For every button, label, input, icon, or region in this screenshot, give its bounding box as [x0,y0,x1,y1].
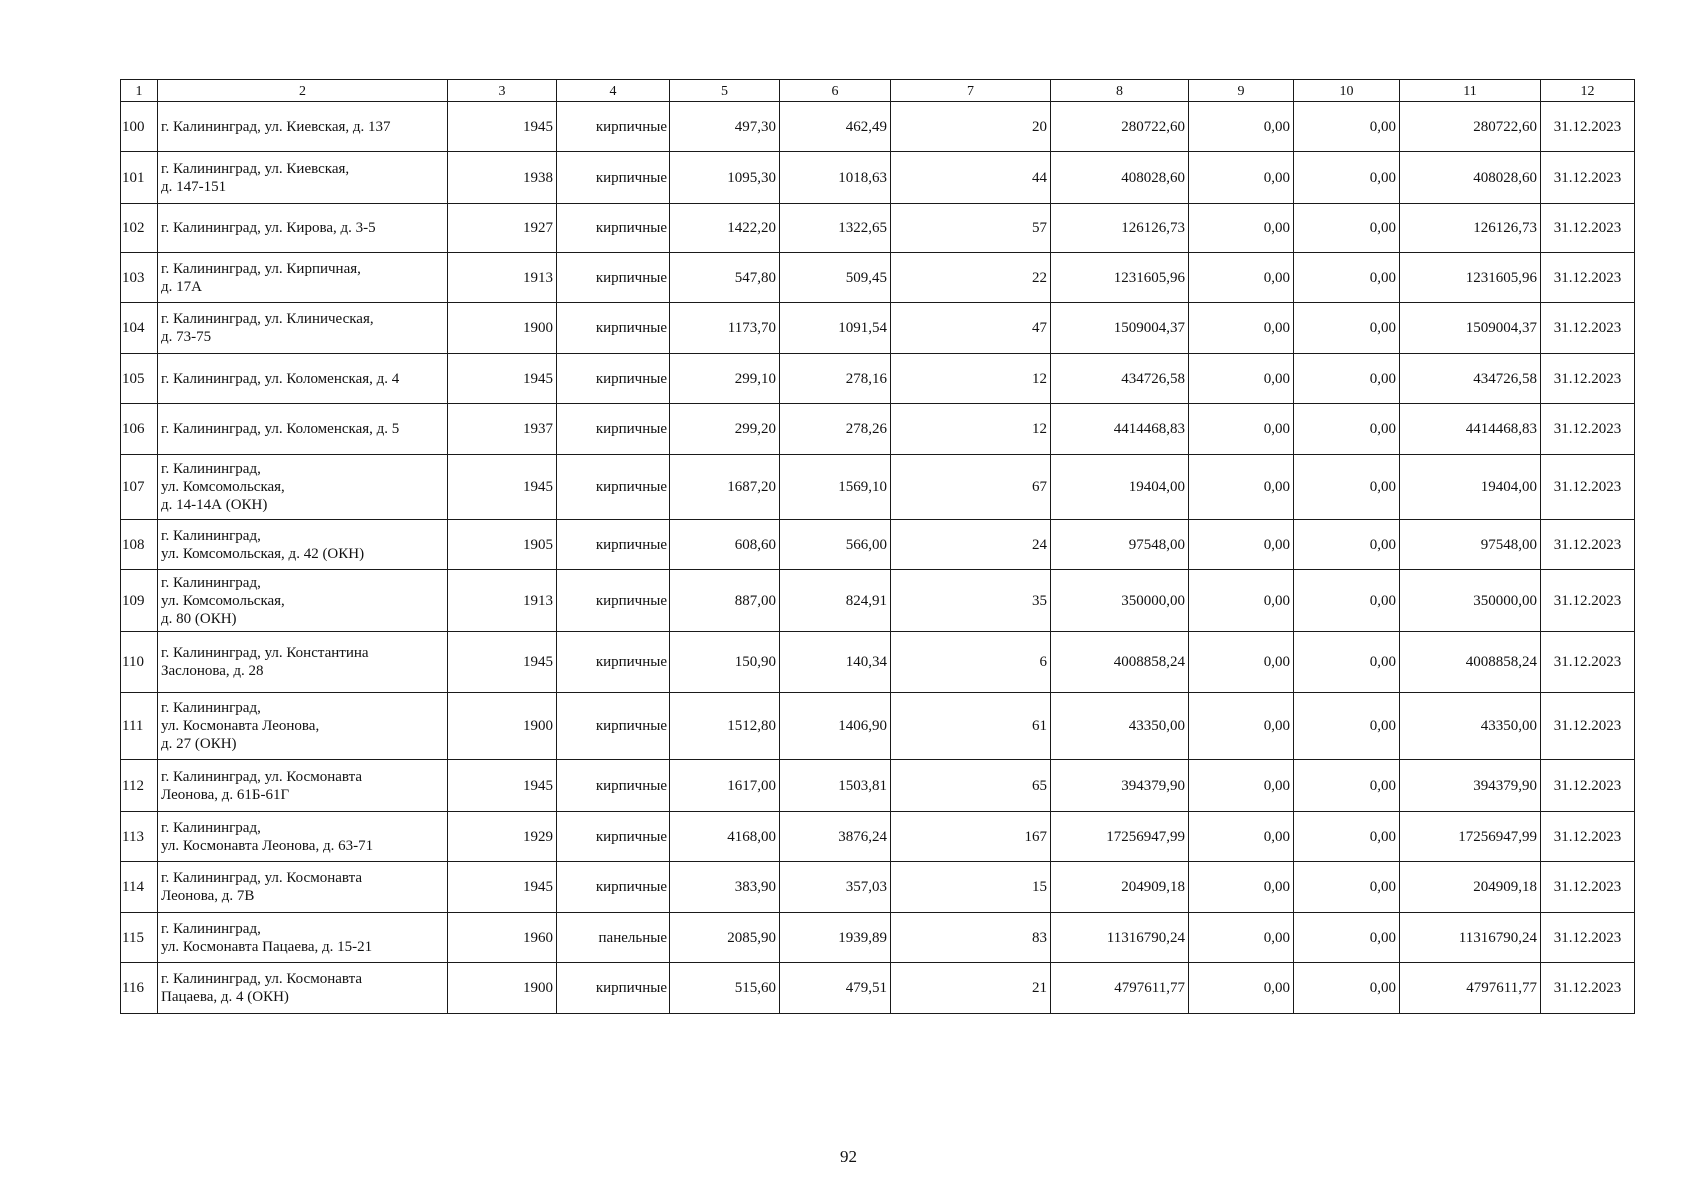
column-5-cell: 1617,00 [670,760,780,812]
column-5-cell: 1095,30 [670,152,780,204]
column-5-cell: 1512,80 [670,693,780,760]
column-11-cell: 19404,00 [1400,455,1541,520]
row-number: 114 [121,862,158,913]
column-10-cell: 0,00 [1294,520,1400,570]
wall-material-cell: кирпичные [557,963,670,1014]
column-11-cell: 43350,00 [1400,693,1541,760]
table-row [121,812,1635,862]
row-number: 103 [121,253,158,303]
table-row [121,632,1635,693]
column-7-cell: 83 [891,913,1051,963]
column-12-cell: 31.12.2023 [1541,913,1635,963]
address-cell [158,354,448,404]
column-12-cell: 31.12.2023 [1541,862,1635,913]
column-7-cell: 61 [891,693,1051,760]
column-8-cell: 11316790,24 [1051,913,1189,963]
column-6-cell: 1091,54 [780,303,891,354]
address-line: г. Калининград, ул. Космонавта [161,870,362,886]
row-number: 113 [121,812,158,862]
row-number: 101 [121,152,158,204]
row-number: 104 [121,303,158,354]
column-9-cell: 0,00 [1189,570,1294,632]
column-10-cell: 0,00 [1294,812,1400,862]
column-7-cell: 35 [891,570,1051,632]
column-11-cell: 408028,60 [1400,152,1541,204]
row-number: 105 [121,354,158,404]
address-cell [158,102,448,152]
column-7-cell: 12 [891,404,1051,455]
column-6-cell: 462,49 [780,102,891,152]
column-number-header-row [121,80,1635,102]
table-row [121,354,1635,404]
column-9-cell: 0,00 [1189,812,1294,862]
year-cell: 1913 [448,570,557,632]
column-9-cell: 0,00 [1189,404,1294,455]
column-12-cell: 31.12.2023 [1541,354,1635,404]
column-8-cell: 394379,90 [1051,760,1189,812]
table-row [121,913,1635,963]
row-number: 102 [121,204,158,253]
column-7-cell: 21 [891,963,1051,1014]
column-5-cell: 887,00 [670,570,780,632]
column-11-cell: 394379,90 [1400,760,1541,812]
column-12-cell: 31.12.2023 [1541,303,1635,354]
address-cell [158,812,448,862]
column-10-cell: 0,00 [1294,693,1400,760]
column-11-cell: 280722,60 [1400,102,1541,152]
wall-material-cell: кирпичные [557,354,670,404]
column-11-cell: 4797611,77 [1400,963,1541,1014]
column-5-cell: 1687,20 [670,455,780,520]
column-5-cell: 150,90 [670,632,780,693]
column-8-cell: 204909,18 [1051,862,1189,913]
wall-material-cell: кирпичные [557,303,670,354]
address-line: ул. Космонавта Леонова, [161,718,320,734]
column-header-4: 4 [557,80,670,102]
address-line: г. Калининград, ул. Киевская, д. 137 [161,118,391,135]
column-5-cell: 608,60 [670,520,780,570]
column-9-cell: 0,00 [1189,862,1294,913]
column-7-cell: 15 [891,862,1051,913]
column-11-cell: 434726,58 [1400,354,1541,404]
column-9-cell: 0,00 [1189,913,1294,963]
column-6-cell: 1503,81 [780,760,891,812]
address-line: ул. Комсомольская, д. 42 (ОКН) [161,545,365,562]
column-6-cell: 1322,65 [780,204,891,253]
address-line: д. 14-14А (ОКН) [161,497,268,513]
column-5-cell: 299,20 [670,404,780,455]
wall-material-cell: кирпичные [557,152,670,204]
address-cell [158,570,448,632]
table-row [121,963,1635,1014]
column-header-12: 12 [1541,80,1635,102]
column-9-cell: 0,00 [1189,303,1294,354]
table-row [121,570,1635,632]
address-line: г. Калининград, ул. Космонавта [161,971,362,987]
address-line: д. 80 (ОКН) [161,610,237,627]
address-line: д. 147-151 [161,178,227,195]
address-line: Пацаева, д. 4 (ОКН) [161,989,289,1005]
address-cell [158,862,448,913]
address-line: г. Калининград, ул. Киевская, [161,160,350,177]
wall-material-cell: кирпичные [557,253,670,303]
column-5-cell: 383,90 [670,862,780,913]
column-9-cell: 0,00 [1189,632,1294,693]
address-line: г. Калининград, ул. Коломенская, д. 5 [161,421,400,437]
column-7-cell: 167 [891,812,1051,862]
year-cell: 1945 [448,760,557,812]
column-9-cell: 0,00 [1189,102,1294,152]
column-6-cell: 1406,90 [780,693,891,760]
column-header-3: 3 [448,80,557,102]
column-9-cell: 0,00 [1189,760,1294,812]
column-header-5: 5 [670,80,780,102]
table-row [121,862,1635,913]
address-cell [158,693,448,760]
address-line: г. Калининград, ул. Константина [161,645,369,661]
address-cell [158,632,448,693]
row-number: 112 [121,760,158,812]
column-12-cell: 31.12.2023 [1541,253,1635,303]
row-number: 108 [121,520,158,570]
row-number: 115 [121,913,158,963]
column-11-cell: 350000,00 [1400,570,1541,632]
wall-material-cell: кирпичные [557,862,670,913]
column-7-cell: 12 [891,354,1051,404]
column-10-cell: 0,00 [1294,404,1400,455]
column-12-cell: 31.12.2023 [1541,963,1635,1014]
row-number: 109 [121,570,158,632]
column-11-cell: 204909,18 [1400,862,1541,913]
column-header-2: 2 [158,80,448,102]
column-header-8: 8 [1051,80,1189,102]
address-line: г. Калининград, ул. Кирова, д. 3-5 [161,220,376,236]
column-header-1: 1 [121,80,158,102]
column-5-cell: 515,60 [670,963,780,1014]
column-10-cell: 0,00 [1294,204,1400,253]
table-row [121,404,1635,455]
column-12-cell: 31.12.2023 [1541,102,1635,152]
wall-material-cell: кирпичные [557,455,670,520]
row-number: 111 [121,693,158,760]
address-cell [158,404,448,455]
address-line: г. Калининград, [161,574,261,591]
address-cell [158,253,448,303]
wall-material-cell: кирпичные [557,693,670,760]
buildings-table [120,79,1635,1014]
page-number: 92 [840,1147,857,1166]
column-12-cell: 31.12.2023 [1541,632,1635,693]
column-5-cell: 497,30 [670,102,780,152]
column-8-cell: 4008858,24 [1051,632,1189,693]
column-6-cell: 278,26 [780,404,891,455]
row-number: 110 [121,632,158,693]
column-12-cell: 31.12.2023 [1541,455,1635,520]
column-10-cell: 0,00 [1294,253,1400,303]
year-cell: 1900 [448,303,557,354]
column-10-cell: 0,00 [1294,102,1400,152]
column-8-cell: 126126,73 [1051,204,1189,253]
address-line: д. 17А [161,278,202,295]
column-9-cell: 0,00 [1189,455,1294,520]
column-6-cell: 509,45 [780,253,891,303]
column-10-cell: 0,00 [1294,760,1400,812]
column-7-cell: 67 [891,455,1051,520]
column-5-cell: 4168,00 [670,812,780,862]
table-body [121,80,1635,1014]
wall-material-cell: кирпичные [557,520,670,570]
column-8-cell: 434726,58 [1051,354,1189,404]
column-header-6: 6 [780,80,891,102]
year-cell: 1913 [448,253,557,303]
table-row [121,204,1635,253]
column-12-cell: 31.12.2023 [1541,204,1635,253]
column-7-cell: 24 [891,520,1051,570]
column-9-cell: 0,00 [1189,152,1294,204]
row-number: 100 [121,102,158,152]
column-8-cell: 350000,00 [1051,570,1189,632]
column-11-cell: 1509004,37 [1400,303,1541,354]
column-12-cell: 31.12.2023 [1541,812,1635,862]
wall-material-cell: кирпичные [557,404,670,455]
column-8-cell: 97548,00 [1051,520,1189,570]
column-11-cell: 4008858,24 [1400,632,1541,693]
table-row [121,253,1635,303]
address-line: Леонова, д. 61Б-61Г [161,786,290,803]
row-number: 106 [121,404,158,455]
column-6-cell: 278,16 [780,354,891,404]
wall-material-cell: кирпичные [557,812,670,862]
column-10-cell: 0,00 [1294,152,1400,204]
column-7-cell: 57 [891,204,1051,253]
row-number: 116 [121,963,158,1014]
address-line: г. Калининград, [161,819,261,836]
column-9-cell: 0,00 [1189,693,1294,760]
column-12-cell: 31.12.2023 [1541,152,1635,204]
column-8-cell: 280722,60 [1051,102,1189,152]
address-line: г. Калининград, ул. Клиническая, [161,311,374,327]
year-cell: 1945 [448,862,557,913]
column-6-cell: 357,03 [780,862,891,913]
address-cell [158,913,448,963]
year-cell: 1937 [448,404,557,455]
column-12-cell: 31.12.2023 [1541,760,1635,812]
wall-material-cell: кирпичные [557,102,670,152]
column-10-cell: 0,00 [1294,354,1400,404]
column-10-cell: 0,00 [1294,570,1400,632]
column-10-cell: 0,00 [1294,862,1400,913]
table-row [121,303,1635,354]
wall-material-cell: кирпичные [557,570,670,632]
column-11-cell: 4414468,83 [1400,404,1541,455]
address-cell [158,520,448,570]
year-cell: 1945 [448,632,557,693]
column-10-cell: 0,00 [1294,303,1400,354]
table-row [121,760,1635,812]
column-11-cell: 11316790,24 [1400,913,1541,963]
column-9-cell: 0,00 [1189,204,1294,253]
column-7-cell: 22 [891,253,1051,303]
column-8-cell: 17256947,99 [1051,812,1189,862]
column-11-cell: 17256947,99 [1400,812,1541,862]
column-12-cell: 31.12.2023 [1541,693,1635,760]
year-cell: 1900 [448,963,557,1014]
address-line: Леонова, д. 7В [161,888,255,904]
year-cell: 1945 [448,455,557,520]
column-header-9: 9 [1189,80,1294,102]
year-cell: 1945 [448,354,557,404]
column-7-cell: 47 [891,303,1051,354]
address-line: ул. Космонавта Пацаева, д. 15-21 [161,938,373,955]
column-header-10: 10 [1294,80,1400,102]
address-line: г. Калининград, [161,461,261,477]
column-6-cell: 1018,63 [780,152,891,204]
column-6-cell: 566,00 [780,520,891,570]
column-8-cell: 1231605,96 [1051,253,1189,303]
column-8-cell: 19404,00 [1051,455,1189,520]
column-9-cell: 0,00 [1189,354,1294,404]
column-10-cell: 0,00 [1294,963,1400,1014]
column-10-cell: 0,00 [1294,632,1400,693]
column-9-cell: 0,00 [1189,253,1294,303]
column-7-cell: 44 [891,152,1051,204]
column-6-cell: 1569,10 [780,455,891,520]
column-6-cell: 1939,89 [780,913,891,963]
column-10-cell: 0,00 [1294,913,1400,963]
address-cell [158,760,448,812]
table-row [121,693,1635,760]
column-11-cell: 126126,73 [1400,204,1541,253]
column-8-cell: 4797611,77 [1051,963,1189,1014]
column-header-7: 7 [891,80,1051,102]
column-9-cell: 0,00 [1189,520,1294,570]
address-cell [158,152,448,204]
column-8-cell: 4414468,83 [1051,404,1189,455]
address-line: д. 27 (ОКН) [161,736,237,752]
year-cell: 1929 [448,812,557,862]
column-5-cell: 1422,20 [670,204,780,253]
year-cell: 1960 [448,913,557,963]
column-8-cell: 408028,60 [1051,152,1189,204]
column-12-cell: 31.12.2023 [1541,570,1635,632]
table-row [121,520,1635,570]
year-cell: 1900 [448,693,557,760]
wall-material-cell: кирпичные [557,760,670,812]
wall-material-cell: панельные [557,913,670,963]
column-12-cell: 31.12.2023 [1541,404,1635,455]
wall-material-cell: кирпичные [557,204,670,253]
column-7-cell: 20 [891,102,1051,152]
address-cell [158,303,448,354]
column-5-cell: 2085,90 [670,913,780,963]
address-line: г. Калининград, ул. Кирпичная, [161,260,361,277]
year-cell: 1905 [448,520,557,570]
address-cell [158,204,448,253]
year-cell: 1927 [448,204,557,253]
column-7-cell: 6 [891,632,1051,693]
column-6-cell: 479,51 [780,963,891,1014]
year-cell: 1938 [448,152,557,204]
column-7-cell: 65 [891,760,1051,812]
address-line: г. Калининград, [161,700,261,716]
address-line: г. Калининград, [161,920,261,937]
column-6-cell: 824,91 [780,570,891,632]
column-11-cell: 1231605,96 [1400,253,1541,303]
column-5-cell: 299,10 [670,354,780,404]
column-5-cell: 547,80 [670,253,780,303]
column-11-cell: 97548,00 [1400,520,1541,570]
table-row [121,455,1635,520]
address-cell [158,455,448,520]
column-5-cell: 1173,70 [670,303,780,354]
row-number: 107 [121,455,158,520]
column-6-cell: 3876,24 [780,812,891,862]
column-12-cell: 31.12.2023 [1541,520,1635,570]
address-line: г. Калининград, ул. Коломенская, д. 4 [161,370,400,387]
address-line: д. 73-75 [161,329,212,345]
address-line: ул. Комсомольская, [161,479,285,495]
column-8-cell: 43350,00 [1051,693,1189,760]
address-line: ул. Комсомольская, [161,592,285,609]
address-line: ул. Космонавта Леонова, д. 63-71 [161,837,374,854]
address-cell [158,963,448,1014]
column-6-cell: 140,34 [780,632,891,693]
table-row [121,152,1635,204]
wall-material-cell: кирпичные [557,632,670,693]
address-line: г. Калининград, ул. Космонавта [161,768,362,785]
table-row [121,102,1635,152]
column-9-cell: 0,00 [1189,963,1294,1014]
address-line: г. Калининград, [161,527,261,544]
address-line: Заслонова, д. 28 [161,663,264,679]
year-cell: 1945 [448,102,557,152]
column-10-cell: 0,00 [1294,455,1400,520]
column-8-cell: 1509004,37 [1051,303,1189,354]
column-header-11: 11 [1400,80,1541,102]
